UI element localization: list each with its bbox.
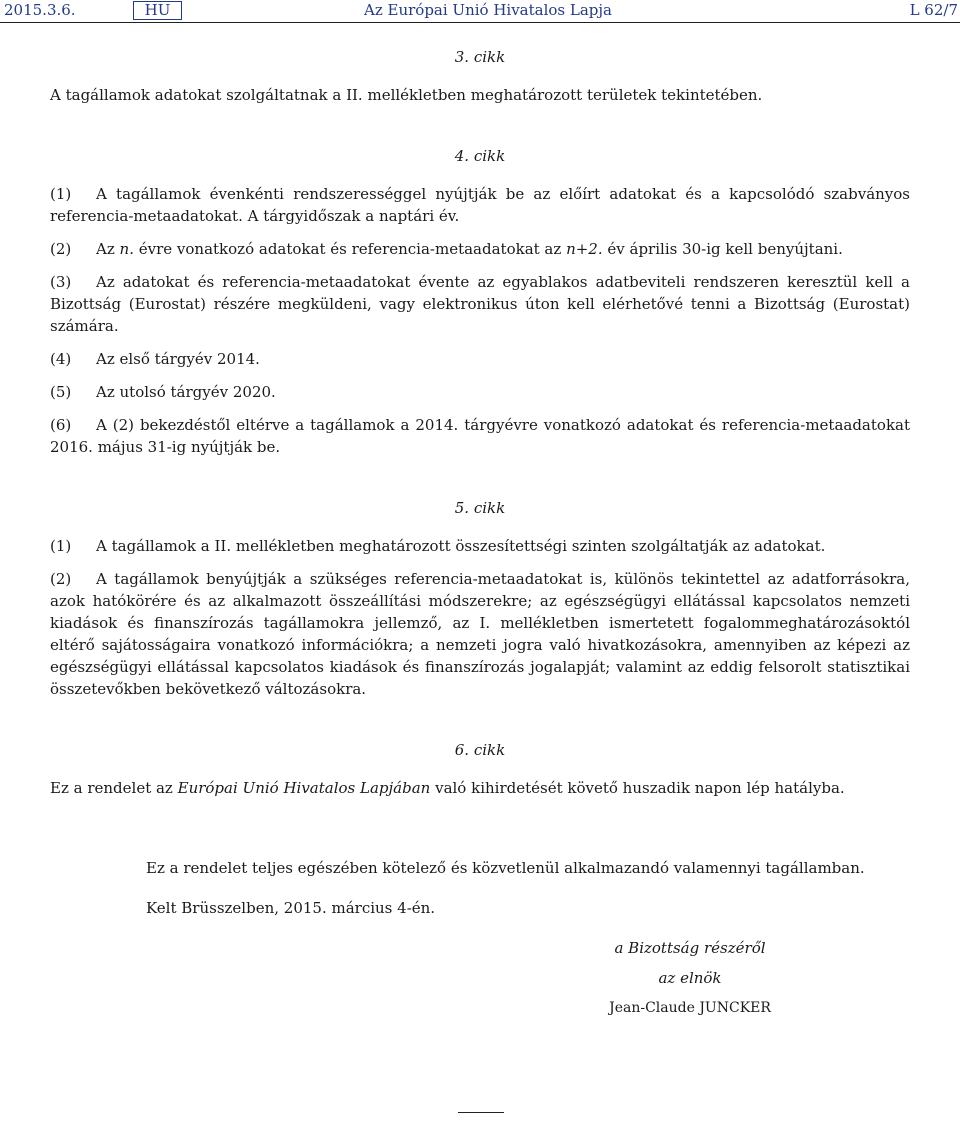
article-5-title: 5. cikk [454, 499, 506, 517]
signatory-name: Jean-Claude JUNCKER [609, 1000, 771, 1016]
signature-block [590, 937, 790, 1019]
page-number: L 62/7 [909, 1, 958, 19]
article-5-paragraph-1: (1) A tagállamok a II. mellékletben meghatározott összesítettségi szinten szolgáltatják az adatokat. [50, 537, 826, 555]
header-date: 2015.3.6. [4, 1, 76, 19]
article-4-paragraph-2: (2) Az n. évre vonatkozó adatokat és referencia-metaadatokat az n+2. év április 30-ig kell benyújtani. [50, 240, 843, 258]
binding-clause: Ez a rendelet teljes egészében kötelező és közvetlenül alkalmazandó valamennyi tagállamban. [146, 859, 865, 877]
article-4-paragraph-1: (1) A tagállamok évenkénti rendszerességgel nyújtják be az előírt adatokat és a kapcsolódó szabványos referencia-metaadatokat. A tárgyidőszak a naptári év. [50, 185, 910, 225]
article-5-paragraph-2: (2) A tagállamok benyújtják a szükséges referencia-metaadatokat is, különös tekintettel az adatforrásokra, azok hatókörére és az alkalmazott összeállítási módszerekre; az egészségügyi ellátással kapcsolatos nemzeti kiadások és finanszírozás tagállamokra jellemző, az I. mellékletben ismertetett fogalommeghatározásoktól eltérő sajátosságaira vonatkozó információkra; a nemzeti jogra való hivatkozásokra, amennyiben az képezi az egészségügyi ellátással kapcsolatos kiadások és finanszírozás jogalapját; valamint az eddig felsorolt statisztikai összetevőkben bekövetkező változásokra. [50, 570, 910, 698]
article-6-text: Ez a rendelet az Európai Unió Hivatalos Lapjában való kihirdetését követő huszadik napon lép hatályba. [50, 779, 845, 797]
language-badge: HU [133, 1, 182, 20]
signature-on-behalf: a Bizottság részéről [614, 939, 766, 957]
footer-rule [458, 1112, 504, 1113]
article-4-paragraph-5: (5) Az utolsó tárgyév 2020. [50, 383, 276, 401]
article-3-title: 3. cikk [454, 48, 506, 66]
article-4-paragraph-4: (4) Az első tárgyév 2014. [50, 350, 260, 368]
signature-role: az elnök [658, 969, 722, 987]
page-header [0, 0, 960, 23]
place-and-date: Kelt Brüsszelben, 2015. március 4-én. [146, 899, 436, 917]
article-6-title: 6. cikk [454, 741, 506, 759]
document-body [50, 42, 910, 1027]
article-4-paragraph-6: (6) A (2) bekezdéstől eltérve a tagállamok a 2014. tárgyévre vonatkozó adatokat és referencia-metaadatokat 2016. május 31-ig nyújtják be. [50, 416, 910, 456]
closing-block [50, 857, 910, 919]
article-3-text: A tagállamok adatokat szolgáltatnak a II. mellékletben meghatározott területek tekintetében. [50, 86, 763, 104]
journal-title: Az Európai Unió Hivatalos Lapja [364, 1, 612, 19]
article-4-title: 4. cikk [454, 147, 506, 165]
article-4-paragraph-3: (3) Az adatokat és referencia-metaadatokat évente az egyablakos adatbeviteli rendszeren keresztül kell a Bizottság (Eurostat) részére megküldeni, vagy elektronikus úton kell elérhetővé tenni a Bizottság (Eurostat) számára. [50, 273, 910, 335]
